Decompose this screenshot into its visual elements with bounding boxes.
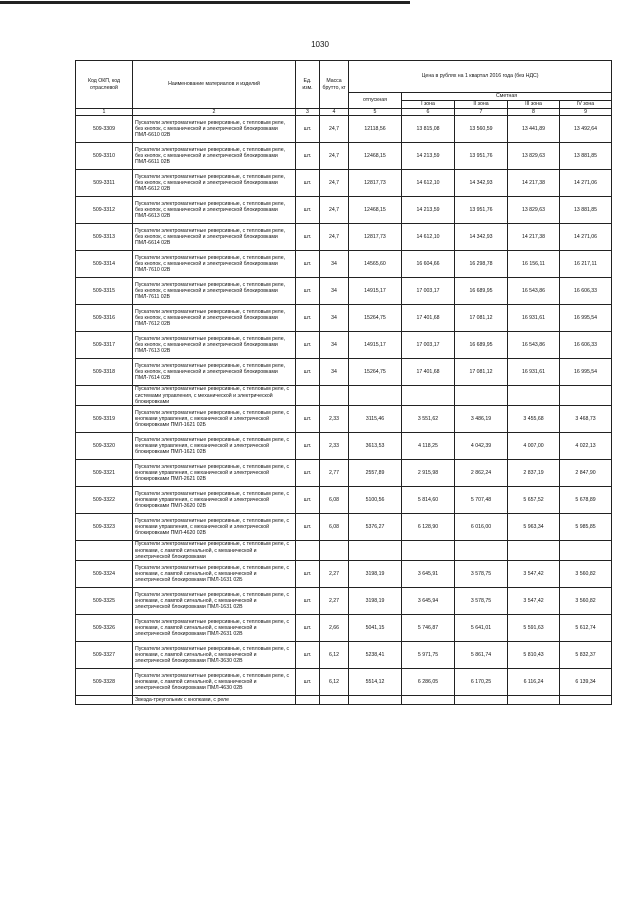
table-row [76, 170, 612, 197]
col-number: 7 [455, 109, 508, 116]
row-zone-2-price: 14 342,93 [455, 224, 508, 251]
row-name: Пускатели электромагнитные реверсивные, с тепловым реле, с кнопками управления, с механической и электрической блокировками ПМЛ-2621 02В [133, 460, 296, 487]
row-zone-2-price: 16 689,95 [455, 278, 508, 305]
header-zone-4: IV зона [560, 101, 612, 109]
header-price-title: Цена в рублях на 1 квартал 2016 года (без НДС) [349, 61, 612, 93]
row-release-price: 15264,75 [349, 305, 402, 332]
row-mass: 34 [320, 359, 349, 386]
table-row [76, 588, 612, 615]
row-zone-4-price: 16 995,54 [560, 305, 612, 332]
row-name: Пускатели электромагнитные реверсивные, с тепловым реле, без кнопок, с механической и электрической блокировками ПМЛ-6613 02В [133, 197, 296, 224]
group-empty-cell [402, 696, 455, 705]
top-rule [0, 1, 410, 4]
row-mass: 34 [320, 251, 349, 278]
row-unit: шт. [296, 642, 320, 669]
group-title: Пускатели электромагнитные реверсивные, с тепловым реле, с кнопками, с лампой сигнальной, с механической и электрической блокировками [133, 541, 296, 561]
row-code: 509-3313 [76, 224, 133, 251]
row-zone-1-price: 16 604,66 [402, 251, 455, 278]
row-zone-1-price: 14 612,10 [402, 170, 455, 197]
col-number: 2 [133, 109, 296, 116]
row-mass: 2,33 [320, 433, 349, 460]
header-mass: Масса брутто, кг [320, 61, 349, 109]
header-release: отпускная [349, 93, 402, 109]
group-empty-cell [508, 541, 560, 561]
header-zone-1: I зона [402, 101, 455, 109]
row-zone-2-price: 16 689,95 [455, 332, 508, 359]
row-name: Пускатели электромагнитные реверсивные, с тепловым реле, с кнопками управления, с механической и электрической блокировками ПМЛ-4620 02В [133, 514, 296, 541]
row-unit: шт. [296, 143, 320, 170]
row-zone-3-price: 16 543,86 [508, 278, 560, 305]
group-title: Звезда-треугольник с кнопками, с реле [133, 696, 296, 705]
row-zone-4-price: 4 022,13 [560, 433, 612, 460]
group-empty-cell [402, 541, 455, 561]
row-code: 509-3322 [76, 487, 133, 514]
table-row [76, 615, 612, 642]
row-zone-2-price: 13 560,59 [455, 116, 508, 143]
row-zone-3-price: 16 931,61 [508, 305, 560, 332]
row-zone-3-price: 3 547,42 [508, 588, 560, 615]
row-release-price: 2557,89 [349, 460, 402, 487]
table-row [76, 561, 612, 588]
group-empty-cell [320, 541, 349, 561]
row-zone-1-price: 4 118,25 [402, 433, 455, 460]
row-code: 509-3312 [76, 197, 133, 224]
row-zone-2-price: 2 862,24 [455, 460, 508, 487]
row-zone-4-price: 13 881,85 [560, 197, 612, 224]
row-zone-1-price: 6 286,05 [402, 669, 455, 696]
row-zone-4-price: 2 847,90 [560, 460, 612, 487]
row-code: 509-3310 [76, 143, 133, 170]
row-zone-1-price: 17 401,68 [402, 305, 455, 332]
table-row [76, 514, 612, 541]
row-name: Пускатели электромагнитные реверсивные, с тепловым реле, без кнопок, с механической и электрической блокировками ПМЛ-7613 02В [133, 332, 296, 359]
table-row [76, 406, 612, 433]
row-name: Пускатели электромагнитные реверсивные, с тепловым реле, с кнопками, с лампой сигнальной, с механической и электрической блокировками ПМЛ-1631 02Б [133, 561, 296, 588]
row-name: Пускатели электромагнитные реверсивные, с тепловым реле, с кнопками управления, с механической и электрической блокировками ПМЛ-1621 02Б [133, 406, 296, 433]
row-zone-3-price: 16 156,11 [508, 251, 560, 278]
row-release-price: 12817,73 [349, 224, 402, 251]
row-zone-3-price: 2 837,19 [508, 460, 560, 487]
row-code: 509-3323 [76, 514, 133, 541]
row-zone-4-price: 16 217,11 [560, 251, 612, 278]
col-number: 5 [349, 109, 402, 116]
group-empty-cell [560, 386, 612, 406]
row-unit: шт. [296, 197, 320, 224]
group-code-empty [76, 696, 133, 705]
row-zone-3-price: 13 829,63 [508, 143, 560, 170]
row-zone-3-price: 3 547,42 [508, 561, 560, 588]
row-zone-1-price: 17 003,17 [402, 332, 455, 359]
page-number: 1030 [311, 40, 329, 49]
row-zone-1-price: 5 746,87 [402, 615, 455, 642]
row-zone-2-price: 3 486,19 [455, 406, 508, 433]
row-mass: 34 [320, 278, 349, 305]
row-name: Пускатели электромагнитные реверсивные, с тепловым реле, без кнопок, с механической и электрической блокировками ПМЛ-6614 02В [133, 224, 296, 251]
row-mass: 24,7 [320, 170, 349, 197]
row-zone-4-price: 3 560,82 [560, 561, 612, 588]
row-release-price: 5100,56 [349, 487, 402, 514]
table-row [76, 305, 612, 332]
row-name: Пускатели электромагнитные реверсивные, с тепловым реле, без кнопок, с механической и электрической блокировками ПМЛ-7614 02В [133, 359, 296, 386]
row-code: 509-3309 [76, 116, 133, 143]
row-mass: 6,08 [320, 514, 349, 541]
group-empty-cell [320, 696, 349, 705]
group-empty-cell [320, 386, 349, 406]
row-release-price: 3613,53 [349, 433, 402, 460]
row-zone-1-price: 17 003,17 [402, 278, 455, 305]
group-empty-cell [296, 541, 320, 561]
row-release-price: 15264,75 [349, 359, 402, 386]
col-number: 8 [508, 109, 560, 116]
row-zone-3-price: 5 810,43 [508, 642, 560, 669]
row-mass: 24,7 [320, 224, 349, 251]
row-unit: шт. [296, 359, 320, 386]
group-empty-cell [296, 386, 320, 406]
row-zone-4-price: 14 271,06 [560, 224, 612, 251]
row-release-price: 5041,15 [349, 615, 402, 642]
row-zone-2-price: 6 170,25 [455, 669, 508, 696]
row-zone-3-price: 3 455,68 [508, 406, 560, 433]
group-empty-cell [349, 541, 402, 561]
table-body [76, 116, 612, 705]
row-zone-1-price: 3 645,94 [402, 588, 455, 615]
row-mass: 34 [320, 305, 349, 332]
row-zone-4-price: 14 271,06 [560, 170, 612, 197]
row-zone-1-price: 2 915,98 [402, 460, 455, 487]
row-code: 509-3314 [76, 251, 133, 278]
row-unit: шт. [296, 433, 320, 460]
table-row [76, 359, 612, 386]
table-row [76, 332, 612, 359]
col-number: 1 [76, 109, 133, 116]
group-empty-cell [455, 541, 508, 561]
table-row [76, 487, 612, 514]
row-unit: шт. [296, 487, 320, 514]
row-release-price: 12468,15 [349, 197, 402, 224]
row-name: Пускатели электромагнитные реверсивные, с тепловым реле, с кнопками управления, с механической и электрической блокировками ПМЛ-3620 02В [133, 487, 296, 514]
row-mass: 2,33 [320, 406, 349, 433]
row-code: 509-3325 [76, 588, 133, 615]
row-code: 509-3319 [76, 406, 133, 433]
row-code: 509-3311 [76, 170, 133, 197]
group-empty-cell [402, 386, 455, 406]
row-code: 509-3316 [76, 305, 133, 332]
row-name: Пускатели электромагнитные реверсивные, с тепловым реле, без кнопок, с механической и электрической блокировками ПМЛ-7610 02В [133, 251, 296, 278]
row-zone-1-price: 3 551,62 [402, 406, 455, 433]
row-code: 509-3324 [76, 561, 133, 588]
row-unit: шт. [296, 406, 320, 433]
price-table [75, 60, 612, 705]
row-release-price: 14915,17 [349, 278, 402, 305]
row-name: Пускатели электромагнитные реверсивные, с тепловым реле, с кнопками, с лампой сигнальной, с механической и электрической блокировками ПМЛ-1631 02В [133, 588, 296, 615]
row-zone-4-price: 5 612,74 [560, 615, 612, 642]
row-zone-3-price: 16 543,86 [508, 332, 560, 359]
row-unit: шт. [296, 615, 320, 642]
row-name: Пускатели электромагнитные реверсивные, с тепловым реле, без кнопок, с механической и электрической блокировками ПМЛ-7611 02В [133, 278, 296, 305]
group-empty-cell [508, 696, 560, 705]
row-release-price: 5376,27 [349, 514, 402, 541]
row-zone-2-price: 5 641,01 [455, 615, 508, 642]
row-mass: 2,77 [320, 460, 349, 487]
row-mass: 24,7 [320, 143, 349, 170]
row-unit: шт. [296, 278, 320, 305]
group-empty-cell [508, 386, 560, 406]
row-zone-1-price: 14 213,59 [402, 197, 455, 224]
row-zone-4-price: 5 678,89 [560, 487, 612, 514]
table-row [76, 224, 612, 251]
row-release-price: 3198,19 [349, 561, 402, 588]
row-zone-1-price: 5 814,60 [402, 487, 455, 514]
row-zone-4-price: 5 985,85 [560, 514, 612, 541]
group-code-empty [76, 541, 133, 561]
row-unit: шт. [296, 251, 320, 278]
row-zone-3-price: 5 591,63 [508, 615, 560, 642]
row-release-price: 14565,60 [349, 251, 402, 278]
row-mass: 24,7 [320, 197, 349, 224]
row-zone-2-price: 17 081,12 [455, 305, 508, 332]
row-zone-1-price: 14 612,10 [402, 224, 455, 251]
row-release-price: 12468,15 [349, 143, 402, 170]
row-code: 509-3326 [76, 615, 133, 642]
row-zone-2-price: 13 951,76 [455, 197, 508, 224]
row-zone-3-price: 13 441,89 [508, 116, 560, 143]
group-empty-cell [455, 696, 508, 705]
group-empty-cell [349, 386, 402, 406]
row-zone-1-price: 5 971,75 [402, 642, 455, 669]
row-zone-2-price: 4 042,39 [455, 433, 508, 460]
row-name: Пускатели электромагнитные реверсивные, с тепловым реле, с кнопками управления, с механической и электрической блокировками ПМЛ-1621 02В [133, 433, 296, 460]
table-row [76, 197, 612, 224]
row-code: 509-3315 [76, 278, 133, 305]
row-name: Пускатели электромагнитные реверсивные, с тепловым реле, без кнопок, с механической и электрической блокировками ПМЛ-6611 02В [133, 143, 296, 170]
row-zone-2-price: 5 707,48 [455, 487, 508, 514]
row-zone-4-price: 16 995,54 [560, 359, 612, 386]
row-zone-1-price: 6 128,90 [402, 514, 455, 541]
col-number: 4 [320, 109, 349, 116]
col-number: 9 [560, 109, 612, 116]
row-mass: 2,27 [320, 561, 349, 588]
row-mass: 6,12 [320, 669, 349, 696]
table-row [76, 433, 612, 460]
row-zone-3-price: 4 007,00 [508, 433, 560, 460]
row-unit: шт. [296, 460, 320, 487]
row-code: 509-3320 [76, 433, 133, 460]
row-code: 509-3327 [76, 642, 133, 669]
row-mass: 6,08 [320, 487, 349, 514]
row-unit: шт. [296, 224, 320, 251]
row-zone-3-price: 14 217,38 [508, 224, 560, 251]
row-unit: шт. [296, 514, 320, 541]
row-name: Пускатели электромагнитные реверсивные, с тепловым реле, с кнопками, с лампой сигнальной, с механической и электрической блокировками ПМЛ-4630 02В [133, 669, 296, 696]
row-zone-1-price: 3 645,91 [402, 561, 455, 588]
header-zone-3: III зона [508, 101, 560, 109]
row-zone-2-price: 13 951,76 [455, 143, 508, 170]
col-number: 6 [402, 109, 455, 116]
row-zone-2-price: 16 298,78 [455, 251, 508, 278]
row-mass: 2,27 [320, 588, 349, 615]
row-release-price: 12118,56 [349, 116, 402, 143]
row-zone-2-price: 6 016,00 [455, 514, 508, 541]
row-release-price: 5514,12 [349, 669, 402, 696]
row-release-price: 3115,46 [349, 406, 402, 433]
group-header-row [76, 386, 612, 406]
table-row [76, 278, 612, 305]
table-row [76, 251, 612, 278]
header-code: Код ОКП, код отраслевой [76, 61, 133, 109]
row-release-price: 14915,17 [349, 332, 402, 359]
group-empty-cell [560, 696, 612, 705]
header-estimate: Сметная [402, 93, 612, 101]
row-zone-1-price: 17 401,68 [402, 359, 455, 386]
row-zone-4-price: 16 606,33 [560, 278, 612, 305]
row-zone-3-price: 6 116,24 [508, 669, 560, 696]
group-header-row [76, 541, 612, 561]
group-empty-cell [455, 386, 508, 406]
row-unit: шт. [296, 170, 320, 197]
row-zone-2-price: 3 578,75 [455, 561, 508, 588]
row-unit: шт. [296, 305, 320, 332]
row-zone-1-price: 13 815,08 [402, 116, 455, 143]
group-title: Пускатели электромагнитные реверсивные, с тепловым реле, с системами управления, с механической и электрической блокировками [133, 386, 296, 406]
group-empty-cell [296, 696, 320, 705]
row-zone-2-price: 5 861,74 [455, 642, 508, 669]
row-mass: 34 [320, 332, 349, 359]
row-release-price: 5238,41 [349, 642, 402, 669]
row-unit: шт. [296, 588, 320, 615]
table-row [76, 669, 612, 696]
header-name: Наименование материалов и изделий [133, 61, 296, 109]
group-header-row [76, 696, 612, 705]
row-release-price: 12817,73 [349, 170, 402, 197]
row-code: 509-3321 [76, 460, 133, 487]
row-zone-3-price: 14 217,38 [508, 170, 560, 197]
row-mass: 6,12 [320, 642, 349, 669]
row-code: 509-3317 [76, 332, 133, 359]
row-unit: шт. [296, 332, 320, 359]
group-code-empty [76, 386, 133, 406]
row-unit: шт. [296, 561, 320, 588]
table-row [76, 460, 612, 487]
row-zone-3-price: 5 963,34 [508, 514, 560, 541]
table-row [76, 642, 612, 669]
header-unit: Ед. изм. [296, 61, 320, 109]
row-name: Пускатели электромагнитные реверсивные, с тепловым реле, без кнопок, с механической и электрической блокировками ПМЛ-6610 02В [133, 116, 296, 143]
row-name: Пускатели электромагнитные реверсивные, с тепловым реле, с кнопками, с лампой сигнальной, с механической и электрической блокировками ПМЛ-3630 02В [133, 642, 296, 669]
table-row [76, 143, 612, 170]
row-zone-1-price: 14 213,59 [402, 143, 455, 170]
row-zone-2-price: 17 081,12 [455, 359, 508, 386]
row-zone-4-price: 3 560,82 [560, 588, 612, 615]
header-zone-2: II зона [455, 101, 508, 109]
row-zone-4-price: 16 606,33 [560, 332, 612, 359]
row-zone-4-price: 3 468,73 [560, 406, 612, 433]
row-zone-4-price: 13 881,85 [560, 143, 612, 170]
row-name: Пускатели электромагнитные реверсивные, с тепловым реле, с кнопками, с лампой сигнальной, с механической и электрической блокировками ПМЛ-2631 02В [133, 615, 296, 642]
row-mass: 24,7 [320, 116, 349, 143]
row-zone-4-price: 5 832,37 [560, 642, 612, 669]
row-zone-2-price: 14 342,93 [455, 170, 508, 197]
row-mass: 2,66 [320, 615, 349, 642]
group-empty-cell [349, 696, 402, 705]
row-name: Пускатели электромагнитные реверсивные, с тепловым реле, без кнопок, с механической и электрической блокировками ПМЛ-7612 02В [133, 305, 296, 332]
table-row [76, 116, 612, 143]
row-zone-4-price: 6 139,34 [560, 669, 612, 696]
row-code: 509-3318 [76, 359, 133, 386]
row-zone-4-price: 13 492,64 [560, 116, 612, 143]
row-release-price: 3198,19 [349, 588, 402, 615]
col-number: 3 [296, 109, 320, 116]
row-unit: шт. [296, 116, 320, 143]
row-code: 509-3328 [76, 669, 133, 696]
row-zone-3-price: 16 931,61 [508, 359, 560, 386]
row-zone-3-price: 5 657,52 [508, 487, 560, 514]
row-zone-3-price: 13 829,63 [508, 197, 560, 224]
group-empty-cell [560, 541, 612, 561]
row-name: Пускатели электромагнитные реверсивные, с тепловым реле, без кнопок, с механической и электрической блокировками ПМЛ-6612 02В [133, 170, 296, 197]
row-zone-2-price: 3 578,75 [455, 588, 508, 615]
row-unit: шт. [296, 669, 320, 696]
